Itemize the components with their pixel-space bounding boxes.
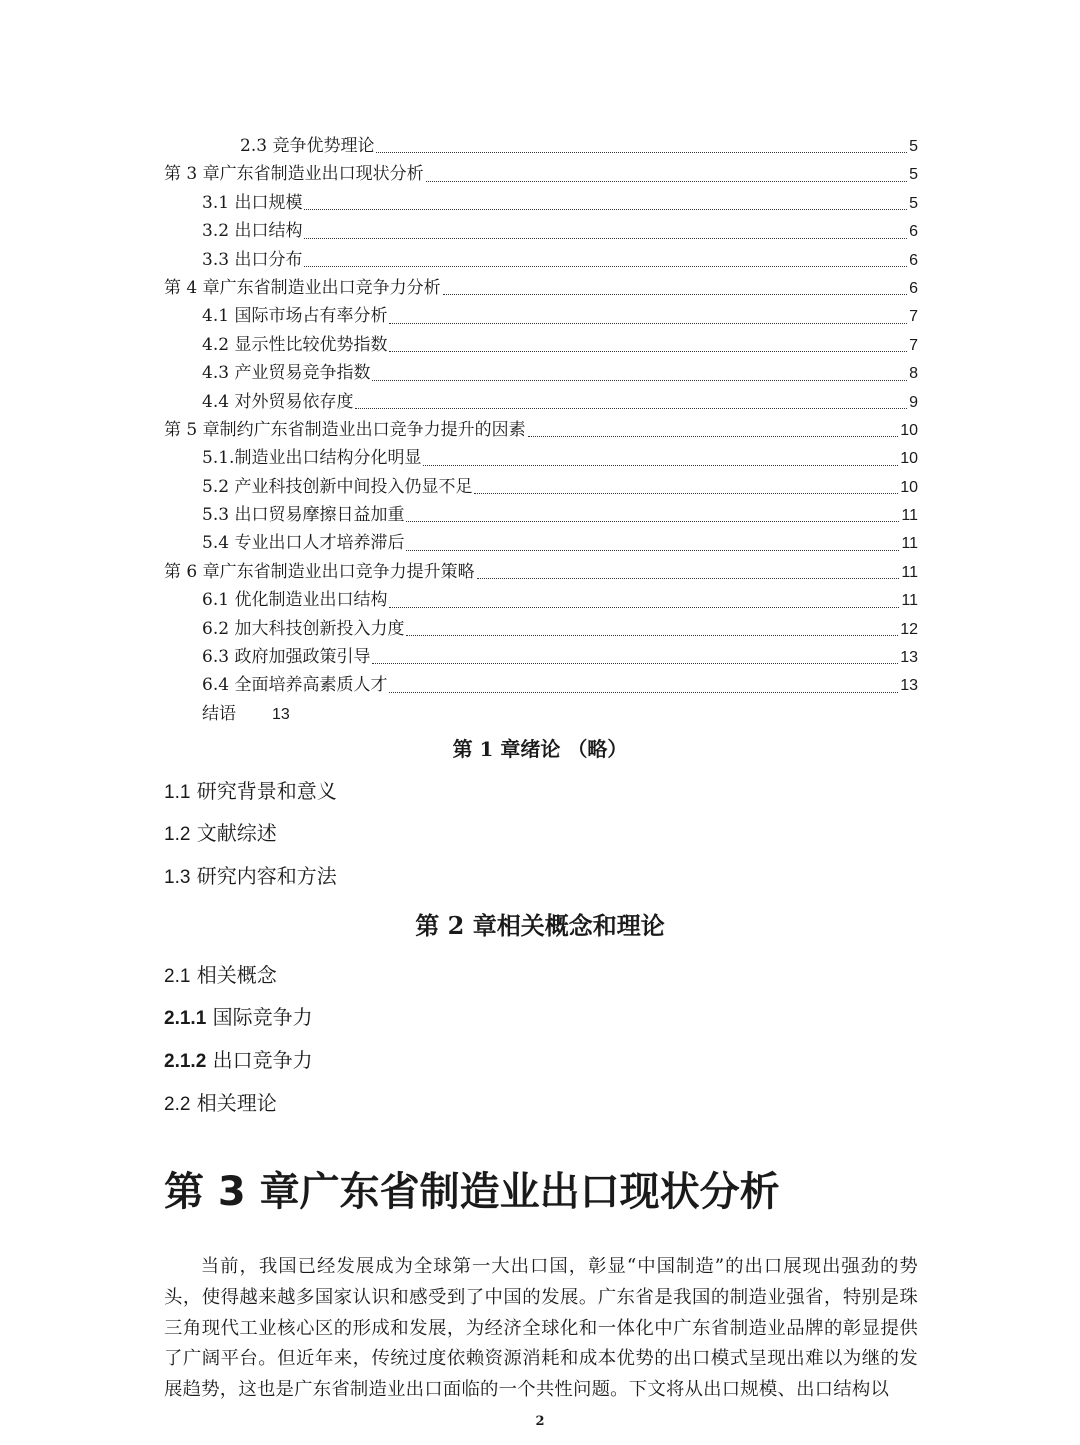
section-heading (164, 1044, 313, 1073)
section-heading (164, 959, 277, 988)
toc-entry[interactable] (164, 331, 918, 359)
toc-label: 6.3 政府加强政策引导 (202, 647, 371, 668)
toc-entry[interactable] (164, 189, 918, 217)
toc-entry[interactable] (164, 558, 918, 586)
toc-entry[interactable] (164, 586, 918, 614)
section-number: 2.1 (164, 966, 191, 987)
toc-label: 4.2 显示性比较优势指数 (202, 334, 388, 355)
toc-entry[interactable] (164, 529, 918, 557)
toc-leader (355, 408, 907, 409)
toc-page-number: 10 (900, 421, 918, 439)
chapter-1-heading: 第 1 章绪论 （略） (452, 737, 628, 761)
toc-entry[interactable] (164, 359, 918, 387)
toc-page-number: 6 (909, 251, 918, 269)
toc-leader (389, 323, 907, 324)
chapter-2-heading: 第 2 章相关概念和理论 (415, 911, 665, 940)
toc-page-number: 10 (900, 450, 918, 468)
toc-leader (389, 351, 907, 352)
toc-leader (406, 550, 899, 551)
toc-page-number: 9 (909, 393, 918, 411)
toc-entry[interactable] (164, 274, 918, 302)
toc-label: 6.1 优化制造业出口结构 (202, 590, 388, 611)
section-heading (164, 860, 337, 889)
toc-page-number: 13 (900, 649, 918, 667)
toc-entry-conclusion[interactable] (164, 700, 918, 728)
toc-entry[interactable] (164, 671, 918, 699)
toc-page-number: 7 (909, 336, 918, 354)
toc-label: 第 3 章广东省制造业出口现状分析 (164, 164, 424, 185)
toc-leader (443, 294, 907, 295)
section-heading (164, 817, 277, 846)
toc-label: 4.4 对外贸易依存度 (202, 391, 354, 412)
toc-label: 2.3 竞争优势理论 (240, 136, 375, 156)
toc-leader (304, 238, 907, 239)
toc-label: 6.4 全面培养高素质人才 (202, 675, 388, 696)
section-title: 相关概念 (190, 963, 277, 987)
toc-leader (406, 521, 899, 522)
toc-label: 3.1 出口规模 (202, 192, 303, 213)
toc-page-number: 11 (901, 507, 918, 525)
toc-label: 6.2 加大科技创新投入力度 (202, 618, 405, 639)
toc-page-number: 10 (900, 478, 918, 496)
toc-leader (389, 692, 898, 693)
toc-leader (304, 266, 907, 267)
toc-leader (406, 635, 898, 636)
toc-leader (376, 152, 907, 153)
section-number: 2.1.1 (164, 1008, 207, 1029)
toc-leader (528, 436, 899, 437)
toc-page-number: 11 (901, 535, 918, 553)
toc-page-number: 5 (909, 138, 918, 155)
section-title: 文献综述 (190, 821, 277, 845)
toc-entry[interactable] (164, 473, 918, 501)
toc-entry[interactable] (164, 302, 918, 330)
section-number: 2.2 (164, 1094, 191, 1115)
toc-page-number: 5 (909, 166, 918, 184)
toc-entry[interactable] (164, 160, 918, 188)
toc-entry[interactable] (164, 388, 918, 416)
toc-entry[interactable] (164, 217, 918, 245)
toc-leader (304, 209, 907, 210)
toc-leader (477, 578, 900, 579)
toc-page-number: 11 (901, 563, 918, 581)
body-paragraph: 当前，我国已经发展成为全球第一大出口国，彰显“中国制造”的出口展现出强劲的势头，使得越来越多国家认识和感受到了中国的发展。广东省是我国的制造业强省，特别是珠三角现代工业核心区的形成和发展，为经济全球化和一体化中广东省制造业品牌的彰显提供了广阔平台。但近年来，传统过度依赖资源消耗和成本优势的出口模式呈现出难以为继的发展趋势，这也是广东省制造业出口面临的一个共性问题。下文将从出口规模、出口结构以 (164, 1256, 918, 1401)
toc-label: 5.4 专业出口人才培养滞后 (202, 533, 405, 554)
toc-page-number: 7 (909, 308, 918, 326)
toc-label: 第 4 章广东省制造业出口竞争力分析 (164, 277, 441, 298)
toc-entry[interactable] (164, 416, 918, 444)
section-title: 出口竞争力 (206, 1048, 313, 1072)
toc-label: 5.2 产业科技创新中间投入仍显不足 (202, 476, 473, 497)
toc-leader (423, 465, 898, 466)
section-number: 1.2 (164, 824, 191, 845)
toc-entry[interactable] (164, 643, 918, 671)
toc-leader (372, 380, 907, 381)
toc-page-number: 12 (900, 620, 918, 638)
toc-label: 3.2 出口结构 (202, 221, 303, 242)
toc-page-number: 6 (909, 223, 918, 241)
toc-leader (426, 181, 907, 182)
section-number: 1.1 (164, 782, 191, 803)
section-title: 研究内容和方法 (190, 864, 337, 888)
toc-label: 4.3 产业贸易竞争指数 (202, 363, 371, 384)
toc-label: 结语 (202, 703, 236, 724)
toc-entry[interactable] (164, 615, 918, 643)
toc-label: 3.3 出口分布 (202, 249, 303, 270)
toc-entry[interactable] (164, 501, 918, 529)
toc-page-number: 5 (909, 194, 918, 212)
toc-page-number: 6 (909, 279, 918, 297)
toc-page-number: 13 (272, 705, 290, 723)
toc-entry[interactable] (164, 246, 918, 274)
toc-leader (474, 493, 898, 494)
section-title: 研究背景和意义 (190, 779, 337, 803)
chapter-3-heading: 第 3 章广东省制造业出口现状分析 (164, 1169, 780, 1215)
toc-label: 5.3 出口贸易摩擦日益加重 (202, 505, 405, 526)
toc-leader (372, 663, 898, 664)
toc-label: 第 5 章制约广东省制造业出口竞争力提升的因素 (164, 419, 526, 440)
toc-entry[interactable] (164, 444, 918, 472)
toc-page-number: 8 (909, 365, 918, 383)
toc-page-number: 11 (901, 592, 918, 610)
section-heading (164, 1087, 277, 1116)
section-heading (164, 1001, 313, 1030)
toc-label: 4.1 国际市场占有率分析 (202, 306, 388, 327)
section-title: 相关理论 (190, 1091, 277, 1115)
toc-leader (389, 607, 899, 608)
toc-label: 第 6 章广东省制造业出口竞争力提升策略 (164, 561, 475, 582)
section-title: 国际竞争力 (206, 1005, 313, 1029)
toc-label: 5.1.制造业出口结构分化明显 (202, 448, 422, 469)
section-number: 2.1.2 (164, 1051, 207, 1072)
toc-entry[interactable] (164, 132, 918, 160)
toc-page-number: 13 (900, 677, 918, 695)
section-heading (164, 775, 337, 804)
table-of-contents (164, 132, 918, 728)
section-number: 1.3 (164, 867, 191, 888)
page-number: 2 (535, 1414, 545, 1429)
